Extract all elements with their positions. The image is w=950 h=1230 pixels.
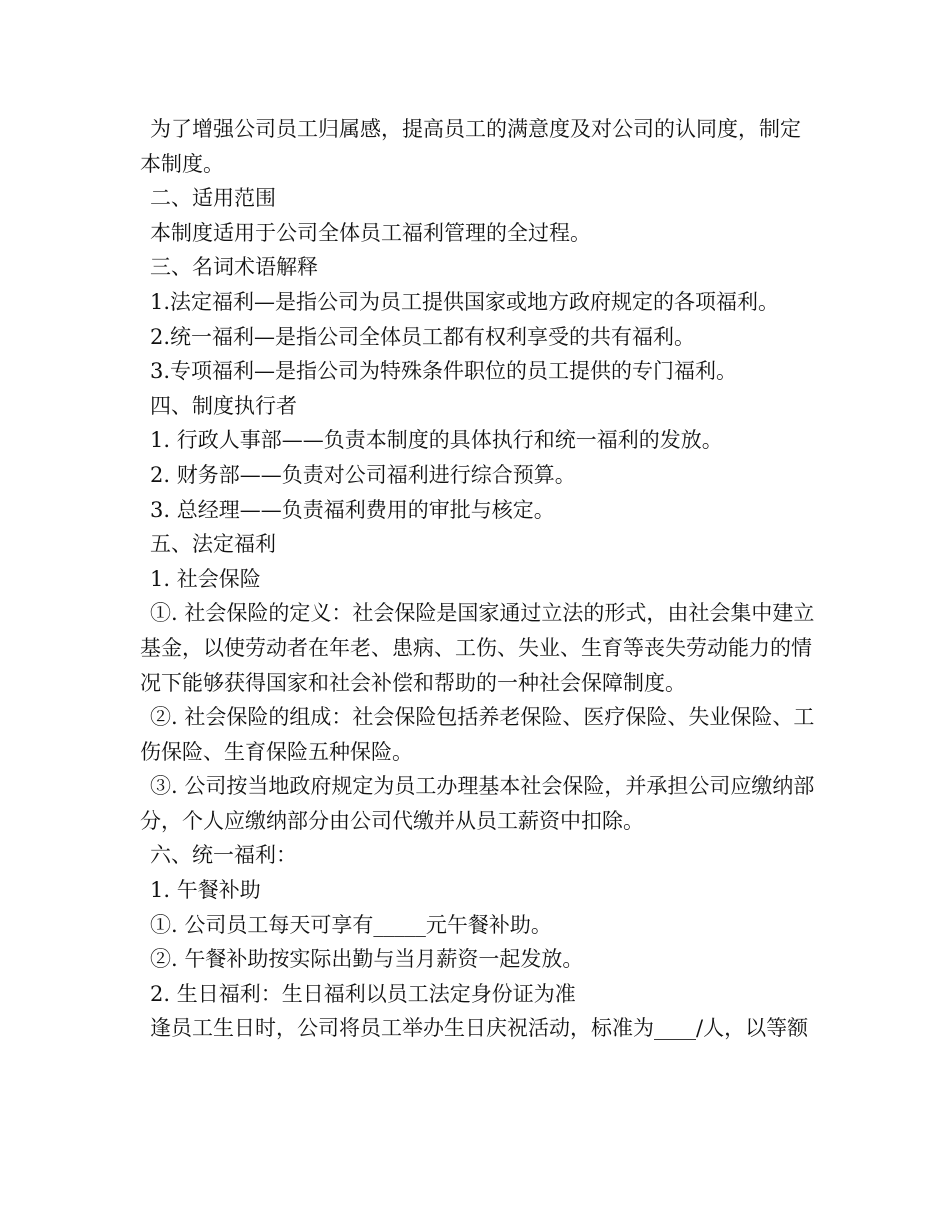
subheading-social-insurance: 1. 社会保险 [150,566,261,591]
executor-item-finance: 2. 财务部——负责对公司福利进行综合预算。 [150,462,576,487]
insurance-definition: ①. 社会保险的定义：社会保险是国家通过立法的形式，由社会集中建立基金，以使劳动者在年老、患病、工伤、失业、生育等丧失劳动能力的情况下能够获得国家和社会补偿和帮助的一种社会保障制度。 [140,601,815,695]
section-heading-unified: 六、统一福利： [150,843,297,868]
scope-paragraph: 本制度适用于公司全体员工福利管理的全过程。 [150,220,591,245]
insurance-composition: ②. 社会保险的组成：社会保险包括养老保险、医疗保险、失业保险、工伤保险、生育保险五种保险。 [140,705,815,764]
term-item-unified: 2.统一福利—是指公司全体员工都有权利享受的共有福利。 [150,324,696,349]
executor-item-gm: 3. 总经理——负责福利费用的审批与核定。 [150,497,555,522]
section-heading-scope: 二、适用范围 [150,186,276,211]
insurance-payment: ③. 公司按当地政府规定为员工办理基本社会保险，并承担公司应缴纳部分，个人应缴纳部分由公司代缴并从员工薪资中扣除。 [140,774,815,833]
intro-paragraph: 为了增强公司员工归属感，提高员工的满意度及对公司的认同度，制定本制度。 [140,117,801,176]
subheading-birthday: 2. 生日福利：生日福利以员工法定身份证为准 [150,981,576,1006]
section-heading-executors: 四、制度执行者 [150,393,297,418]
term-item-special: 3.专项福利—是指公司为特殊条件职位的员工提供的专门福利。 [150,359,738,384]
birthday-paragraph: 逢员工生日时，公司将员工举办生日庆祝活动，标准为____/人，以等额 [150,1016,809,1041]
subheading-lunch: 1. 午餐补助 [150,878,261,903]
document-body [140,112,820,1046]
executor-item-hr: 1. 行政人事部——负责本制度的具体执行和统一福利的发放。 [150,428,723,453]
term-item-statutory: 1.法定福利—是指公司为员工提供国家或地方政府规定的各项福利。 [150,289,780,314]
lunch-amount: ①. 公司员工每天可享有_____元午餐补助。 [150,912,552,937]
lunch-payment: ②. 午餐补助按实际出勤与当月薪资一起发放。 [150,947,584,972]
section-heading-terms: 三、名词术语解释 [150,255,318,280]
section-heading-statutory: 五、法定福利 [150,532,276,557]
